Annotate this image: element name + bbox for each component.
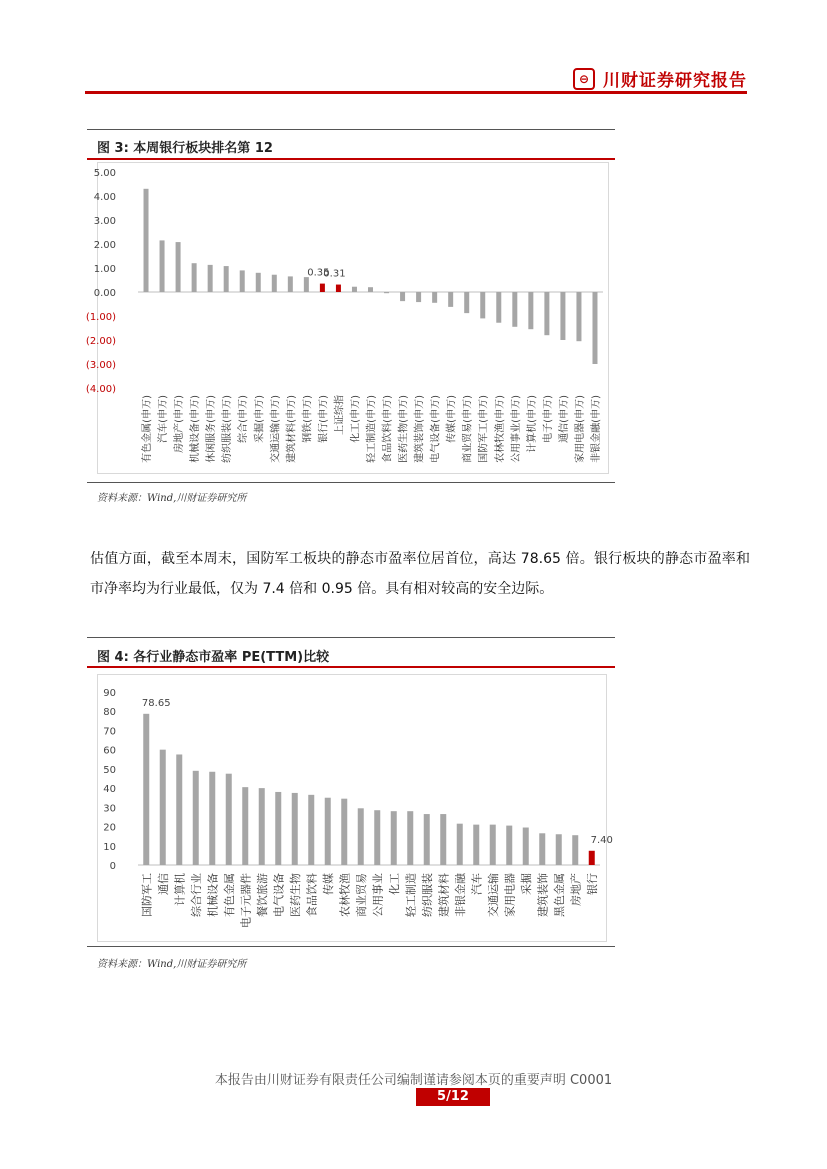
- fig3-ytick-label: (4.00): [85, 384, 116, 395]
- fig4-category-label: 轻工制造: [404, 873, 418, 917]
- fig3-ytick-label: (2.00): [85, 336, 116, 347]
- figure-4-chart: [97, 674, 613, 942]
- fig4-ytick-label: 40: [103, 784, 116, 796]
- fig3-category-label: 商业贸易(申万): [462, 395, 474, 463]
- fig3-bar: [352, 287, 357, 292]
- fig3-category-label: 建筑材料(申万): [286, 395, 298, 463]
- fig4-bar: [308, 795, 314, 865]
- fig3-ytick-label: 1.00: [93, 264, 116, 275]
- fig3-category-label: 建筑装饰(申万): [414, 395, 426, 463]
- fig3-category-label: 轻工制造(申万): [366, 395, 378, 463]
- figure-3-bottom-rule: [87, 482, 615, 483]
- fig4-ytick-label: 10: [103, 841, 116, 853]
- fig4-category-label: 餐饮旅游: [255, 873, 269, 917]
- page-number: 5/12: [416, 1088, 490, 1106]
- fig3-bar: [288, 276, 293, 292]
- fig4-bar: [490, 825, 496, 865]
- fig3-bar: [304, 277, 309, 292]
- fig4-bar: [341, 799, 347, 865]
- fig4-category-label: 计算机: [173, 873, 187, 906]
- fig4-category-label: 商业贸易: [354, 873, 368, 917]
- fig3-ytick-label: 2.00: [93, 240, 116, 251]
- fig4-bar: [572, 835, 578, 865]
- fig3-category-label: 医药生物(申万): [398, 395, 410, 463]
- fig3-category-label: 综合(申万): [238, 395, 250, 443]
- fig4-bar: [358, 808, 364, 865]
- fig3-bar: [512, 292, 517, 327]
- fig4-category-label: 有色金属: [222, 873, 236, 917]
- fig3-category-label: 房地产(申万): [174, 395, 186, 453]
- fig4-category-label: 医药生物: [288, 873, 302, 917]
- fig3-bar: [160, 240, 165, 292]
- figure-3-source: 资料来源：Wind,川财证券研究所: [97, 493, 247, 504]
- fig4-bar: [440, 814, 446, 865]
- fig4-category-label: 国防军工: [140, 873, 154, 917]
- fig3-data-label: 0.31: [323, 268, 346, 280]
- fig4-bar: [457, 824, 463, 865]
- fig4-category-label: 传媒: [321, 873, 335, 895]
- fig3-category-label: 交通运输(申万): [270, 395, 282, 463]
- fig3-bar: [400, 292, 405, 301]
- fig3-ytick-label: 0.00: [93, 288, 116, 299]
- fig4-ytick-label: 80: [103, 707, 116, 719]
- figure-4-chart-svg: [98, 675, 613, 941]
- figure-4-source: 资料来源：Wind,川财证券研究所: [97, 959, 247, 970]
- fig3-bar: [192, 263, 197, 292]
- figure-4-title-rule: [87, 666, 615, 668]
- fig3-bar: [592, 292, 597, 364]
- fig3-data-label: 0.35: [307, 267, 330, 279]
- fig3-bar: [432, 292, 437, 303]
- fig3-bar: [416, 292, 421, 302]
- fig4-category-label: 化工: [387, 873, 401, 895]
- fig4-bar: [292, 793, 298, 865]
- header-rule: [85, 91, 747, 94]
- fig4-bar: [209, 772, 215, 865]
- figure-3-top-rule: [87, 129, 615, 130]
- fig3-category-label: 国防军工(申万): [478, 395, 490, 463]
- fig4-category-label: 房地产: [569, 873, 583, 906]
- fig3-bar: [256, 273, 261, 292]
- fig3-bar: [544, 292, 549, 335]
- figure-3-chart-svg: [85, 163, 608, 473]
- fig4-bar: [143, 714, 149, 865]
- fig4-bar: [523, 828, 529, 865]
- fig4-bar: [374, 810, 380, 865]
- figure-4-bottom-rule: [87, 946, 615, 947]
- figure-3-title: 图 3: 本周银行板块排名第 12: [97, 141, 273, 156]
- fig3-bar: [176, 242, 181, 292]
- figure-4-top-rule: [87, 637, 615, 638]
- fig4-bar: [226, 774, 232, 865]
- fig3-category-label: 电子(申万): [542, 395, 554, 443]
- fig3-bar: [576, 292, 581, 341]
- fig3-category-label: 采掘(申万): [254, 395, 266, 443]
- fig4-bar: [193, 771, 199, 865]
- fig4-category-label: 采掘: [519, 873, 533, 895]
- fig4-category-label: 食品饮料: [305, 873, 319, 917]
- fig3-ytick-label: 5.00: [93, 168, 116, 179]
- brand-name: 川财证券研究报告: [603, 71, 747, 91]
- fig3-ytick-label: (3.00): [85, 360, 116, 371]
- footer-disclaimer: 本报告由川财证券有限责任公司编制谨请参阅本页的重要声明 C0001: [214, 1073, 613, 1088]
- figure-4-title: 图 4: 各行业静态市盈率 PE(TTM)比较: [97, 650, 330, 665]
- fig3-bar: [384, 292, 389, 293]
- fig3-bar: [560, 292, 565, 340]
- fig3-category-label: 纺织服装(申万): [222, 395, 234, 463]
- fig4-category-label: 电子元器件: [239, 873, 253, 928]
- fig3-bar: [320, 284, 325, 292]
- fig4-category-label: 交通运输: [486, 873, 500, 917]
- fig4-data-label: 78.65: [141, 697, 171, 709]
- fig3-bar: [480, 292, 485, 318]
- fig3-bar: [208, 265, 213, 292]
- fig3-category-label: 家用电器(申万): [574, 395, 586, 463]
- fig3-category-label: 传媒(申万): [446, 395, 458, 443]
- fig3-bar: [272, 275, 277, 292]
- fig3-category-label: 休闲服务(申万): [206, 395, 218, 463]
- body-paragraph: 估值方面，截至本周末，国防军工板块的静态市盈率位居首位，高达 78.65 倍。银行板块的静态市盈率和市净率均为行业最低，仅为 7.4 倍和 0.95 倍。具有相对较高的安全边际。: [90, 551, 750, 597]
- fig3-category-label: 上证综指: [334, 395, 346, 435]
- fig3-category-label: 机械设备(申万): [190, 395, 202, 463]
- fig4-category-label: 建筑装饰: [536, 873, 550, 917]
- header-brand: [573, 66, 747, 91]
- fig4-category-label: 非银金融: [453, 873, 467, 917]
- fig4-bar: [160, 750, 166, 865]
- fig4-category-label: 银行: [585, 873, 599, 895]
- fig4-ytick-label: 70: [103, 726, 116, 738]
- fig3-bar: [240, 270, 245, 292]
- fig4-category-label: 建筑材料: [437, 873, 451, 917]
- fig4-ytick-label: 50: [103, 764, 116, 776]
- fig3-category-label: 食品饮料(申万): [382, 395, 394, 463]
- fig4-bar: [391, 811, 397, 865]
- fig3-category-label: 电气设备(申万): [430, 395, 442, 463]
- fig4-data-label: 7.40: [590, 834, 613, 846]
- fig3-bar: [464, 292, 469, 313]
- fig4-bar: [473, 825, 479, 865]
- fig3-category-label: 化工(申万): [350, 395, 362, 443]
- fig3-bar: [144, 189, 149, 292]
- fig4-bar: [176, 754, 182, 865]
- fig3-category-label: 通信(申万): [558, 395, 570, 443]
- fig4-bar: [424, 814, 430, 865]
- fig3-category-label: 汽车(申万): [158, 395, 170, 443]
- fig4-ytick-label: 30: [103, 803, 116, 815]
- fig4-bar: [589, 851, 595, 865]
- fig4-category-label: 农林牧渔: [338, 873, 352, 917]
- fig4-bar: [506, 826, 512, 865]
- fig3-category-label: 计算机(申万): [526, 395, 538, 453]
- fig3-category-label: 有色金属(申万): [142, 395, 154, 463]
- fig3-bar: [224, 266, 229, 292]
- fig3-ytick-label: (1.00): [85, 312, 116, 323]
- fig3-ytick-label: 4.00: [93, 192, 116, 203]
- fig4-category-label: 综合行业: [189, 873, 203, 917]
- fig3-bar: [496, 292, 501, 323]
- fig4-category-label: 黑色金属: [552, 873, 566, 917]
- fig3-category-label: 农林牧渔(申万): [494, 395, 506, 463]
- fig4-bar: [407, 811, 413, 865]
- fig4-category-label: 家用电器: [503, 873, 517, 917]
- fig3-bar: [336, 285, 341, 292]
- fig3-bar: [528, 292, 533, 329]
- fig4-category-label: 公用事业: [371, 873, 385, 917]
- fig3-category-label: 钢铁(申万): [302, 395, 314, 443]
- fig4-ytick-label: 60: [103, 745, 116, 757]
- fig4-bar: [325, 798, 331, 865]
- fig4-ytick-label: 20: [103, 822, 116, 834]
- fig3-ytick-label: 3.00: [93, 216, 116, 227]
- figure-3-title-rule: [87, 158, 615, 160]
- fig4-bar: [259, 788, 265, 865]
- fig4-bar: [556, 834, 562, 865]
- fig4-category-label: 通信: [156, 873, 170, 895]
- fig4-category-label: 纺织服装: [420, 873, 434, 917]
- fig4-category-label: 汽车: [470, 873, 484, 895]
- fig3-bar: [368, 287, 373, 292]
- fig3-category-label: 公用事业(申万): [510, 395, 522, 463]
- brand-logo-icon: ⊖: [573, 68, 595, 90]
- fig3-bar: [448, 292, 453, 307]
- fig3-category-label: 非银金融(申万): [590, 395, 602, 463]
- fig4-ytick-label: 0: [109, 861, 116, 872]
- fig4-category-label: 电气设备: [272, 873, 286, 917]
- fig4-ytick-label: 90: [103, 688, 116, 699]
- fig4-bar: [242, 787, 248, 865]
- fig4-bar: [539, 833, 545, 865]
- fig4-bar: [275, 792, 281, 865]
- fig4-category-label: 机械设备: [206, 873, 220, 917]
- fig3-category-label: 银行(申万): [318, 395, 330, 443]
- figure-3-chart: [85, 162, 609, 474]
